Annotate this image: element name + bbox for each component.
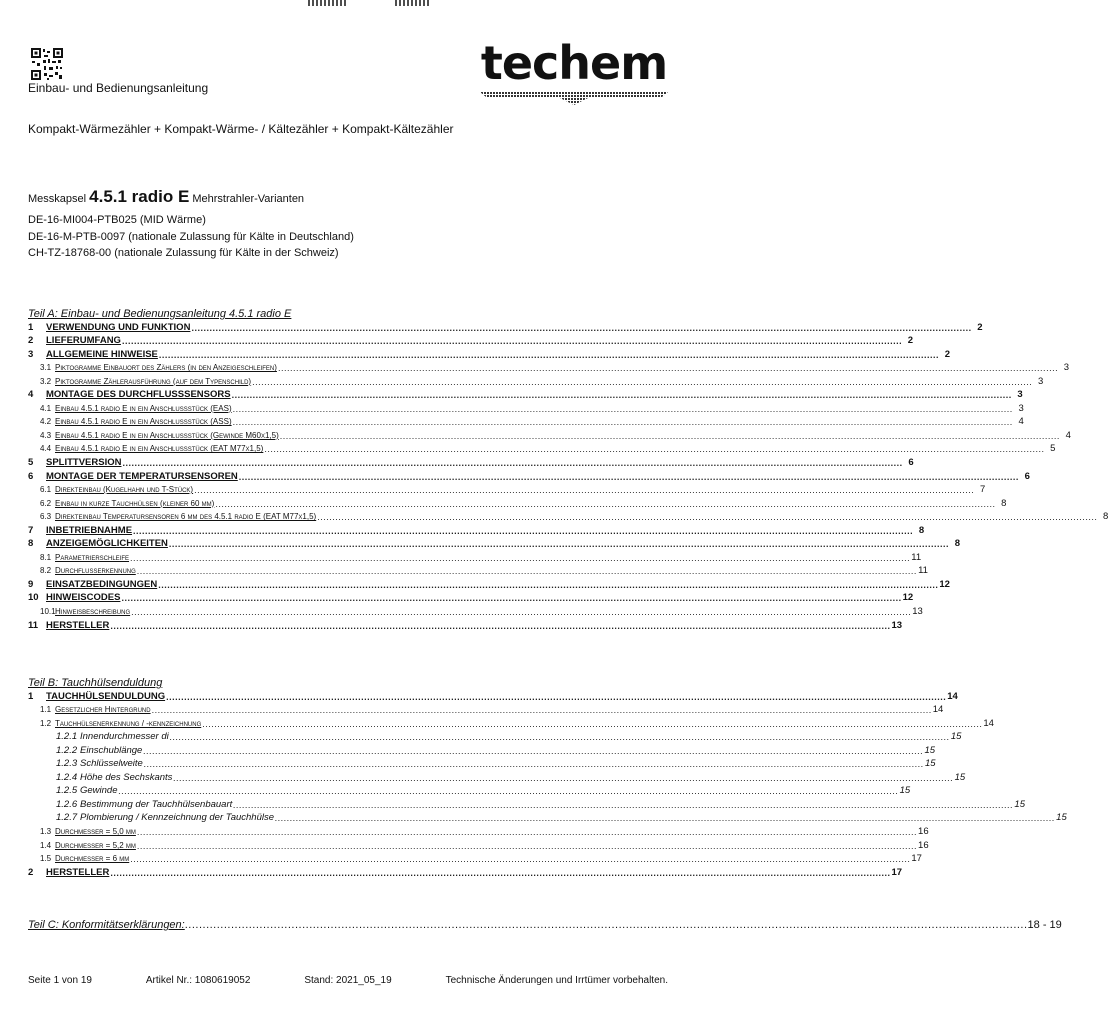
toc-entry-title: Bestimmung der Tauchhülsenbauart (80, 798, 233, 810)
toc-entry[interactable] (28, 495, 1007, 509)
toc-entry-page: 15 (1014, 798, 1025, 810)
toc-entry-title: Einbau 4.5.1 radio E in ein Anschlussstück (Gewinde M60x1,5) (55, 430, 279, 440)
toc-entry-title: Einbau 4.5.1 radio E in ein Anschlussstück (EAS) (55, 403, 232, 413)
toc-entry-title: LIEFERUMFANG (46, 335, 121, 347)
toc-entry-label (40, 841, 136, 851)
toc-entry-number: 6.1 (40, 485, 52, 495)
toc-entry-number: 1.3 (40, 827, 52, 837)
toc-entry-number: 6 (28, 470, 34, 482)
toc-entry-page: 2 (944, 348, 951, 360)
toc-entry-page: 16 (918, 826, 929, 838)
part-c-page: 18 - 19 (1027, 919, 1062, 931)
toc-entry-label (56, 773, 172, 783)
toc-entry[interactable] (28, 617, 903, 631)
toc-entry-label (40, 827, 136, 837)
toc-entry[interactable] (28, 729, 962, 743)
toc-entry[interactable] (28, 482, 986, 496)
toc-entry-title: Durchmesser = 5,2 mm (55, 840, 136, 850)
toc-entry-label (40, 417, 232, 427)
toc-entry-page: 2 (907, 335, 914, 347)
part-c-heading: Teil C: Konformitätserklärungen: (28, 919, 185, 931)
toc-entry-page: 5 (1050, 443, 1056, 455)
toc-entry-label (28, 692, 165, 702)
toc-entry-page: 15 (954, 771, 966, 783)
toc-entry-title: Plombierung / Kennzeichnung der Tauchhülse (80, 812, 275, 824)
approval-line: DE-16-MI004-PTB025 (MID Wärme) (28, 214, 206, 226)
toc-entry-page: 8 (918, 524, 925, 536)
toc-entry-label (40, 854, 129, 864)
toc-entry-page: 3 (1018, 402, 1024, 414)
toc-entry-number: 7 (28, 524, 34, 536)
toc-entry-title: HERSTELLER (46, 866, 110, 878)
toc-entry[interactable] (28, 756, 936, 770)
toc-entry-label (40, 512, 316, 522)
toc-entry-page: 15 (924, 744, 936, 756)
toc-entry-page: 12 (902, 592, 914, 604)
toc-entry[interactable] (28, 864, 903, 878)
qr-code-icon (30, 47, 64, 81)
toc-entry[interactable] (28, 851, 922, 865)
toc-entry[interactable] (28, 319, 983, 333)
toc-entry-label (28, 390, 231, 400)
toc-entry-label (56, 732, 169, 742)
toc-leader: .................................................................................................................................................................................................................................................................... (118, 786, 899, 797)
toc-entry-label (28, 868, 109, 878)
toc-leader: .................................................................................................................................................................................................................................................................... (136, 566, 917, 577)
toc-leader: .................................................................................................................................................................................................................................................................... (232, 417, 1013, 428)
toc-entry[interactable] (28, 837, 929, 851)
toc-entry[interactable] (28, 454, 914, 469)
toc-entry-number: 4.2 (40, 417, 52, 427)
toc-entry-label (28, 621, 109, 631)
model-suffix: Mehrstrahler-Varianten (192, 193, 305, 205)
scan-artifact (308, 0, 348, 6)
toc-entry[interactable] (28, 360, 1070, 374)
toc-entry-label (28, 336, 121, 346)
toc-entry-number: 6.2 (40, 498, 52, 508)
toc-entry-number: 1.2 (40, 718, 52, 728)
toc-entry-number: 2 (28, 866, 34, 878)
toc-entry-page: 13 (912, 606, 923, 618)
toc-entry-number: 1.2.4 (56, 771, 78, 783)
scan-artifact (395, 0, 431, 6)
toc-entry-label (28, 526, 132, 536)
toc-leader: .................................................................................................................................................................................................................................................................... (122, 458, 903, 469)
toc-entry-number: 10.1 (40, 607, 56, 617)
toc-leader: .................................................................................................................................................................................................................................................................... (143, 759, 924, 770)
toc-leader: .................................................................................................................................................................................................................................................................... (158, 579, 939, 590)
toc-entry-number: 1.2.1 (56, 731, 78, 743)
toc-entry-number: 4.4 (40, 444, 52, 454)
toc-entry-page: 16 (918, 839, 929, 851)
toc-leader: .................................................................................................................................................................................................................................................................... (110, 867, 891, 878)
toc-leader: .................................................................................................................................................................................................................................................................... (317, 512, 1098, 523)
toc-leader: .................................................................................................................................................................................................................................................................... (252, 376, 1033, 387)
toc-leader: .................................................................................................................................................................................................................................................................... (121, 336, 903, 347)
toc-entry-title: Einbau 4.5.1 radio E in ein Anschlussstück (ASS) (55, 417, 232, 427)
toc-leader: .................................................................................................................................................................................................................................................................... (173, 772, 954, 783)
toc-leader: .................................................................................................................................................................................................................................................................... (277, 363, 1059, 374)
toc-entry-title: SPLITTVERSION (46, 457, 122, 469)
toc-entry-number: 1.2.7 (56, 812, 78, 824)
toc-entry[interactable] (28, 590, 914, 604)
toc-leader: .................................................................................................................................................................................................................................................................... (133, 525, 914, 536)
toc-entry-page: 13 (891, 619, 903, 631)
toc-entry[interactable] (28, 783, 911, 797)
footer-disclaimer: Technische Änderungen und Irrtümer vorbehalten. (445, 975, 668, 986)
toc-leader: .................................................................................................................................................................................................................................................................... (264, 444, 1045, 455)
toc-entry[interactable] (28, 427, 1071, 441)
toc-entry-number: 4.3 (40, 430, 52, 440)
toc-entry-label (28, 539, 168, 549)
toc-entry-number: 2 (28, 335, 34, 347)
toc-entry-number: 5 (28, 457, 34, 469)
toc-leader: .................................................................................................................................................................................................................................................................... (191, 322, 972, 333)
toc-leader: .................................................................................................................................................................................................................................................................... (166, 691, 947, 702)
toc-entry-page: 14 (983, 717, 994, 729)
toc-entry-title: Parametrierschleife (55, 552, 130, 562)
toc-leader: .................................................................................................................................................................................................................................................................... (238, 471, 1019, 482)
toc-entry-label (56, 786, 118, 796)
toc-leader: .................................................................................................................................................................................................................................................................... (110, 620, 891, 631)
toc-entry-title: ANZEIGEMÖGLICHKEITEN (46, 538, 168, 550)
toc-entry-label (40, 499, 214, 509)
toc-entry-number: 8.2 (40, 566, 52, 576)
toc-entry-title: Piktogramme Einbauort des Zählers (in den Anzeigeschleifen) (55, 363, 277, 373)
logo-text: techem (480, 36, 668, 90)
toc-entry-page: 11 (918, 565, 928, 577)
toc-entry-title: Höhe des Sechskants (80, 771, 173, 783)
toc-entry-page: 14 (932, 704, 944, 716)
toc-entry-label (40, 444, 263, 454)
toc-entry-number: 1.5 (40, 854, 52, 864)
toc-entry-number: 6.3 (40, 512, 52, 522)
part-a-toc (28, 319, 1108, 631)
toc-entry-title: Gewinde (80, 785, 118, 797)
toc-entry[interactable] (28, 346, 951, 360)
toc-entry[interactable] (28, 414, 1024, 428)
toc-leader: .................................................................................................................................................................................................................................................................... (202, 718, 983, 729)
toc-entry-number: 1.2.3 (56, 758, 78, 770)
toc-entry-label (56, 759, 143, 769)
toc-leader: .................................................................................................................................................................................................................................................................... (169, 732, 950, 743)
toc-entry-title: Direkteinbau Temperatursensoren 6 mm des 4.5.1 radio E (EAT M77x1,5) (55, 512, 317, 522)
toc-entry-label (40, 377, 251, 387)
toc-entry-title: Piktogramme Zählerausführung (auf dem Typenschild) (55, 376, 252, 386)
toc-entry-title: Einbau in kurze Tauchhülsen (kleiner 60 mm) (55, 498, 215, 508)
toc-entry[interactable] (28, 715, 994, 729)
toc-entry-title: HINWEISCODES (46, 592, 121, 604)
toc-entry-label (56, 800, 232, 810)
toc-entry-label (40, 485, 193, 495)
toc-entry-number: 8.1 (40, 552, 52, 562)
toc-entry-number: 3.1 (40, 363, 52, 373)
toc-entry[interactable] (28, 769, 966, 783)
toc-entry[interactable] (28, 823, 929, 838)
toc-entry-title: Einschublänge (80, 744, 143, 756)
toc-leader: .................................................................................................................................................................................................................................................................... (233, 799, 1014, 810)
toc-entry-page: 14 (947, 690, 958, 702)
toc-leader: .................................................................................................................................................................................................................................................................... (279, 430, 1060, 441)
toc-entry-page: 15 (1056, 812, 1067, 824)
toc-entry-page: 4 (1065, 429, 1071, 441)
toc-entry-number: 1.2.2 (56, 744, 78, 756)
toc-entry-page: 17 (911, 853, 922, 865)
toc-entry[interactable] (28, 702, 944, 716)
toc-entry-page: 8 (1001, 497, 1007, 509)
toc-entry-title: INBETRIEBNAHME (46, 524, 133, 536)
toc-entry-number: 1 (28, 321, 34, 333)
model-name: 4.5.1 radio E (89, 187, 190, 206)
footer-article-number: Artikel Nr.: 1080619052 (145, 975, 251, 986)
toc-entry[interactable] (28, 333, 914, 347)
toc-entry-page: 7 (979, 484, 986, 496)
toc-entry-title: Durchflusserkennung (55, 566, 136, 576)
toc-entry-label (40, 431, 279, 441)
toc-leader: .................................................................................................................................................................................................................................................................... (136, 840, 918, 851)
toc-leader: .................................................................................................................................................................................................................................................................... (158, 349, 940, 360)
part-b-toc (28, 688, 1067, 878)
toc-entry-number: 4 (28, 389, 34, 401)
toc-entry-title: Durchmesser = 6 mm (55, 854, 130, 864)
toc-entry-title: Gesetzlicher Hintergrund (55, 705, 151, 715)
toc-entry-page: 3 (1037, 375, 1044, 387)
toc-entry-page: 3 (1017, 389, 1023, 401)
techem-logo (478, 36, 670, 112)
toc-leader: ............................................................................................................................................................................................................................................. (184, 919, 1028, 931)
toc-entry-label (40, 363, 277, 373)
toc-entry-page: 15 (924, 758, 936, 770)
toc-leader: .................................................................................................................................................................................................................................................................... (194, 485, 975, 496)
toc-entry-number: 1.1 (40, 705, 52, 715)
model-prefix: Messkapsel (28, 193, 87, 205)
toc-entry[interactable] (28, 468, 1030, 482)
toc-entry-number: 1 (28, 690, 34, 702)
toc-entry-label (56, 746, 142, 756)
toc-entry-page: 15 (950, 731, 962, 743)
toc-entry-title: Durchmesser = 5,0 mm (55, 827, 136, 837)
toc-entry-page: 17 (891, 866, 903, 878)
toc-leader: .................................................................................................................................................................................................................................................................... (168, 539, 950, 550)
footer-status-date: Stand: 2021_05_19 (304, 975, 392, 986)
toc-entry[interactable] (28, 810, 1067, 824)
model-title (28, 187, 304, 207)
logo-swoosh-band (478, 92, 670, 106)
toc-entry-label (28, 472, 238, 482)
part-c-entry (28, 919, 1062, 931)
toc-entry-label (40, 705, 151, 715)
toc-entry-title: EINSATZBEDINGUNGEN (46, 578, 158, 590)
toc-entry-number: 1.2.6 (56, 798, 78, 810)
page-footer (28, 975, 668, 986)
toc-entry[interactable] (28, 441, 1056, 455)
toc-entry[interactable] (28, 563, 928, 577)
document-subtitle: Einbau- und Bedienungsanleitung (28, 81, 209, 95)
toc-leader: .................................................................................................................................................................................................................................................................... (231, 390, 1012, 401)
toc-entry-number: 11 (28, 619, 39, 631)
toc-entry-title: HERSTELLER (46, 619, 110, 631)
toc-entry-number: 9 (28, 578, 34, 590)
toc-entry[interactable] (28, 549, 922, 563)
approval-line: DE-16-M-PTB-0097 (nationale Zulassung für Kälte in Deutschland) (28, 231, 354, 243)
toc-entry-title: VERWENDUNG UND FUNKTION (46, 321, 191, 333)
toc-entry-label (56, 813, 274, 823)
toc-entry-page: 8 (1103, 511, 1108, 523)
toc-leader: .................................................................................................................................................................................................................................................................... (121, 593, 902, 604)
toc-entry-label (28, 580, 157, 590)
toc-entry[interactable] (28, 387, 1023, 401)
toc-entry-number: 1.2.5 (56, 785, 78, 797)
part-b-heading: Teil B: Tauchhülsenduldung (28, 677, 163, 689)
toc-entry-label (40, 719, 201, 729)
toc-entry-number: 4.1 (40, 403, 52, 413)
toc-leader: .................................................................................................................................................................................................................................................................... (215, 498, 996, 509)
toc-leader: .................................................................................................................................................................................................................................................................... (130, 552, 911, 563)
product-line: Kompakt-Wärmezähler + Kompakt-Wärme- / Kältezähler + Kompakt-Kältezähler (28, 122, 454, 136)
toc-entry[interactable] (28, 536, 961, 550)
toc-entry-page: 6 (908, 457, 914, 469)
toc-entry-number: 1.4 (40, 840, 52, 850)
toc-leader: .................................................................................................................................................................................................................................................................... (136, 827, 918, 838)
toc-entry-page: 2 (977, 321, 983, 333)
toc-entry-title: Hinweisbeschreibung (55, 607, 131, 617)
toc-entry[interactable] (28, 373, 1044, 387)
toc-entry-title: Direkteinbau (Kugelhahn und T-Stück) (55, 485, 194, 495)
toc-entry-number: 8 (28, 538, 34, 550)
toc-entry[interactable] (28, 576, 950, 590)
toc-entry-number: 10 (28, 592, 39, 604)
toc-entry[interactable] (28, 509, 1108, 523)
approval-line: CH-TZ-18768-00 (nationale Zulassung für Kälte in der Schweiz) (28, 247, 339, 259)
toc-entry-title: ALLGEMEINE HINWEISE (46, 348, 158, 360)
footer-page-number: Seite 1 von 19 (28, 975, 92, 986)
toc-leader: .................................................................................................................................................................................................................................................................... (143, 745, 924, 756)
toc-entry[interactable] (28, 742, 936, 756)
toc-entry[interactable] (28, 400, 1024, 414)
toc-entry-title: Schlüsselweite (80, 758, 143, 770)
toc-entry-page: 8 (954, 538, 961, 550)
toc-entry-page: 4 (1018, 416, 1024, 428)
toc-entry-label (28, 593, 120, 603)
toc-entry[interactable] (28, 796, 1025, 810)
toc-leader: .................................................................................................................................................................................................................................................................... (275, 813, 1056, 824)
toc-entry-number: 3 (28, 348, 34, 360)
toc-entry-label (28, 350, 158, 360)
toc-entry-page: 6 (1024, 470, 1030, 482)
toc-entry-label (40, 553, 129, 563)
toc-entry-label (40, 607, 130, 617)
toc-entry-title: MONTAGE DES DURCHFLUSSSENSORS (46, 389, 231, 401)
toc-entry-title: Tauchhülsenerkennung / -kennzeichnung (55, 718, 202, 728)
toc-entry-page: 15 (899, 785, 911, 797)
toc-entry[interactable] (28, 522, 925, 536)
toc-entry[interactable] (28, 688, 958, 702)
toc-leader: .................................................................................................................................................................................................................................................................... (131, 607, 912, 618)
part-a-heading: Teil A: Einbau- und Bedienungsanleitung 4.5.1 radio E (28, 308, 292, 320)
toc-entry-label (28, 323, 190, 333)
toc-leader: .................................................................................................................................................................................................................................................................... (130, 854, 911, 865)
toc-entry-number: 3.2 (40, 376, 52, 386)
toc-entry-title: Einbau 4.5.1 radio E in ein Anschlussstück (EAT M77x1,5) (55, 444, 264, 454)
toc-entry-page: 11 (911, 551, 922, 563)
toc-entry-title: MONTAGE DER TEMPERATURSENSOREN (46, 470, 238, 482)
toc-leader: .................................................................................................................................................................................................................................................................... (151, 705, 932, 716)
toc-leader: .................................................................................................................................................................................................................................................................... (232, 403, 1013, 414)
toc-entry-page: 12 (939, 578, 950, 590)
toc-entry-page: 3 (1063, 362, 1070, 374)
toc-entry-label (28, 458, 121, 468)
toc-entry-title: Innendurchmesser di (80, 731, 169, 743)
toc-entry-title: TAUCHHÜLSENDULDUNG (46, 690, 166, 702)
toc-entry-label (40, 566, 136, 576)
toc-entry[interactable] (28, 603, 923, 618)
toc-entry-label (40, 404, 232, 414)
